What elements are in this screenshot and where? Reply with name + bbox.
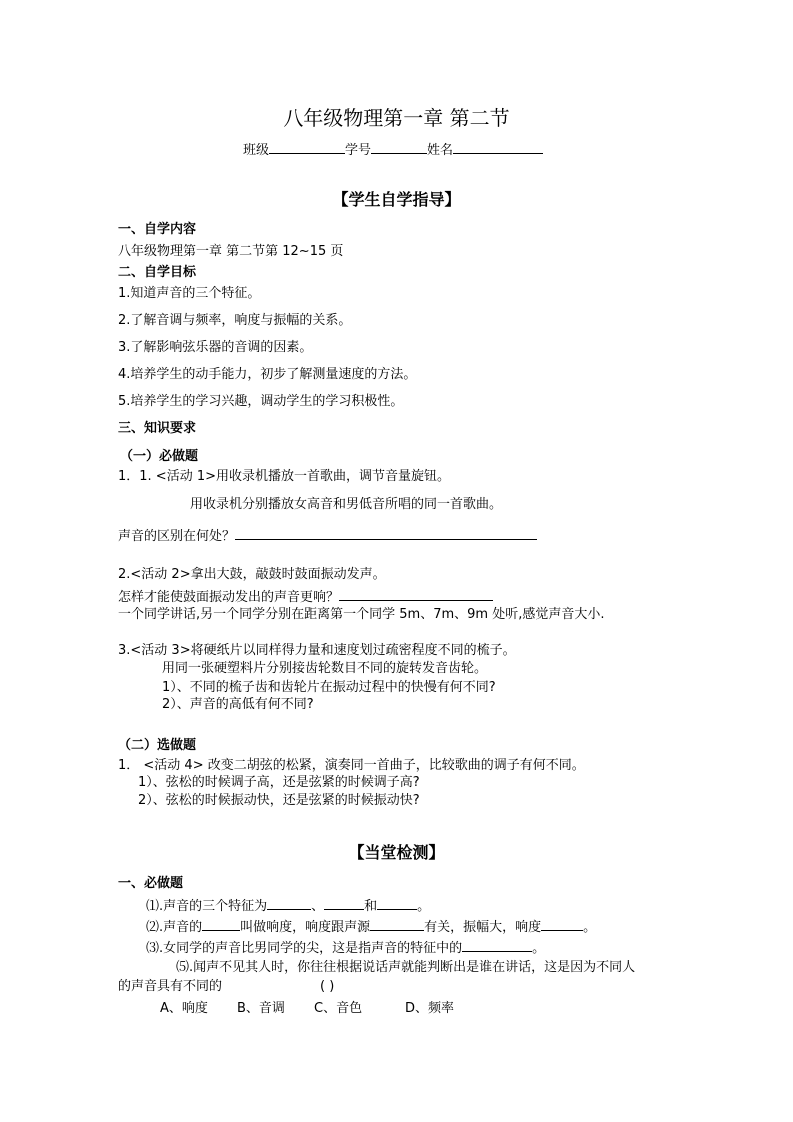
class-label: 班级 <box>243 143 270 158</box>
activity-4-question-1: 1）、弦松的时候调子高，还是弦紧的时候调子高? <box>138 775 420 790</box>
answer-blank[interactable] <box>377 896 417 910</box>
question-1 <box>146 896 430 915</box>
goal-item: 4.培养学生的动手能力，初步了解测量速度的方法。 <box>118 367 417 382</box>
activity-1: 1．1. <活动 1>用收录机播放一首歌曲，调节音量旋钮。 <box>118 469 450 484</box>
answer-blank[interactable] <box>202 917 240 931</box>
required-heading: （一）必做题 <box>120 449 199 464</box>
goal-item: 1.知道声音的三个特征。 <box>118 286 261 301</box>
answer-blank[interactable] <box>324 896 364 910</box>
question-5-option-a[interactable]: A、响度 <box>160 1001 208 1016</box>
question-5-paren[interactable]: ( ) <box>320 979 335 994</box>
name-label: 姓名 <box>427 143 454 158</box>
requirements-heading: 三、知识要求 <box>118 421 197 436</box>
activity-2-note: 一个同学讲话,另一个同学分别在距离第一个同学 5m、7m、9m 处听,感觉声音大小. <box>118 607 605 622</box>
activity-2: 2.<活动 2>拿出大鼓，敲鼓时鼓面振动发声。 <box>118 567 386 582</box>
activity-3: 3.<活动 3>将硬纸片以同样得力量和速度划过疏密程度不同的梳子。 <box>118 643 516 658</box>
question-5-option-c[interactable]: C、音色 <box>314 1001 363 1016</box>
answer-blank[interactable] <box>235 526 537 540</box>
class-field[interactable] <box>269 140 345 154</box>
activity-1-sub: 用收录机分别播放女高音和男低音所唱的同一首歌曲。 <box>190 497 503 512</box>
question-1-and: 和 <box>364 899 378 914</box>
activity-4-question-2: 2）、弦松的时候振动快，还是弦紧的时候振动快? <box>138 793 420 808</box>
question-2-end: 。 <box>583 920 597 935</box>
question-1-end: 。 <box>417 899 431 914</box>
question-5-line-1: ⑸.闻声不见其人时，你往往根据说话声就能判断出是谁在讲话，这是因为不同人 <box>176 960 636 975</box>
activity-3-question-1: 1）、不同的梳子齿和齿轮片在振动过程中的快慢有何不同? <box>162 680 496 695</box>
goal-item: 3.了解影响弦乐器的音调的因素。 <box>118 340 313 355</box>
guide-heading: 【学生自学指导】 <box>332 190 461 209</box>
answer-blank[interactable] <box>339 587 493 601</box>
optional-heading: （二）选做题 <box>118 738 197 753</box>
content-heading: 一、自学内容 <box>118 222 197 237</box>
content-text: 八年级物理第一章 第二节第 12~15 页 <box>118 244 344 259</box>
question-5-text: 的声音具有不同的 <box>118 979 223 994</box>
question-3-text: ⑶.女同学的声音比男同学的尖，这是指声音的特征中的 <box>146 941 463 956</box>
activity-2-question <box>118 587 493 606</box>
test-heading: 【当堂检测】 <box>348 843 445 862</box>
name-field[interactable] <box>453 140 543 154</box>
id-label: 学号 <box>345 143 372 158</box>
page-title: 八年级物理第一章 第二节 <box>283 106 510 130</box>
id-field[interactable] <box>371 140 427 154</box>
question-3 <box>146 938 545 957</box>
goal-item: 2.了解音调与频率，响度与振幅的关系。 <box>118 313 352 328</box>
activity-3-question-2: 2）、声音的高低有何不同? <box>162 697 314 712</box>
question-5-option-b[interactable]: B、音调 <box>237 1001 285 1016</box>
question-2-text-a: ⑵.声音的 <box>146 920 203 935</box>
goal-item: 5.培养学生的学习兴趣，调动学生的学习积极性。 <box>118 394 404 409</box>
answer-blank[interactable] <box>462 938 532 952</box>
question-2-text-b: 叫做响度，响度跟声源 <box>240 920 371 935</box>
question-5-option-d[interactable]: D、频率 <box>405 1001 455 1016</box>
activity-4: 1． <活动 4> 改变二胡弦的松紧，演奏同一首曲子，比较歌曲的调子有何不同。 <box>118 758 585 773</box>
activity-2-question-text: 怎样才能使鼓面振动发出的声音更响？ <box>118 590 340 605</box>
question-2 <box>146 917 596 936</box>
student-info-line <box>243 140 543 159</box>
answer-blank[interactable] <box>370 917 424 931</box>
goals-heading: 二、自学目标 <box>118 265 197 280</box>
answer-blank[interactable] <box>267 896 311 910</box>
question-3-end: 。 <box>532 941 546 956</box>
question-1-separator: 、 <box>311 899 325 914</box>
answer-blank[interactable] <box>541 917 583 931</box>
question-2-text-c: 有关，振幅大，响度 <box>424 920 542 935</box>
activity-3-sub: 用同一张硬塑料片分别接齿轮数目不同的旋转发音齿轮。 <box>162 661 488 676</box>
question-1-text: ⑴.声音的三个特征为 <box>146 899 268 914</box>
activity-1-question-text: 声音的区别在何处？ <box>118 529 236 544</box>
activity-1-question <box>118 526 537 545</box>
test-required-heading: 一、必做题 <box>118 876 184 891</box>
question-5-line-2 <box>118 979 334 995</box>
